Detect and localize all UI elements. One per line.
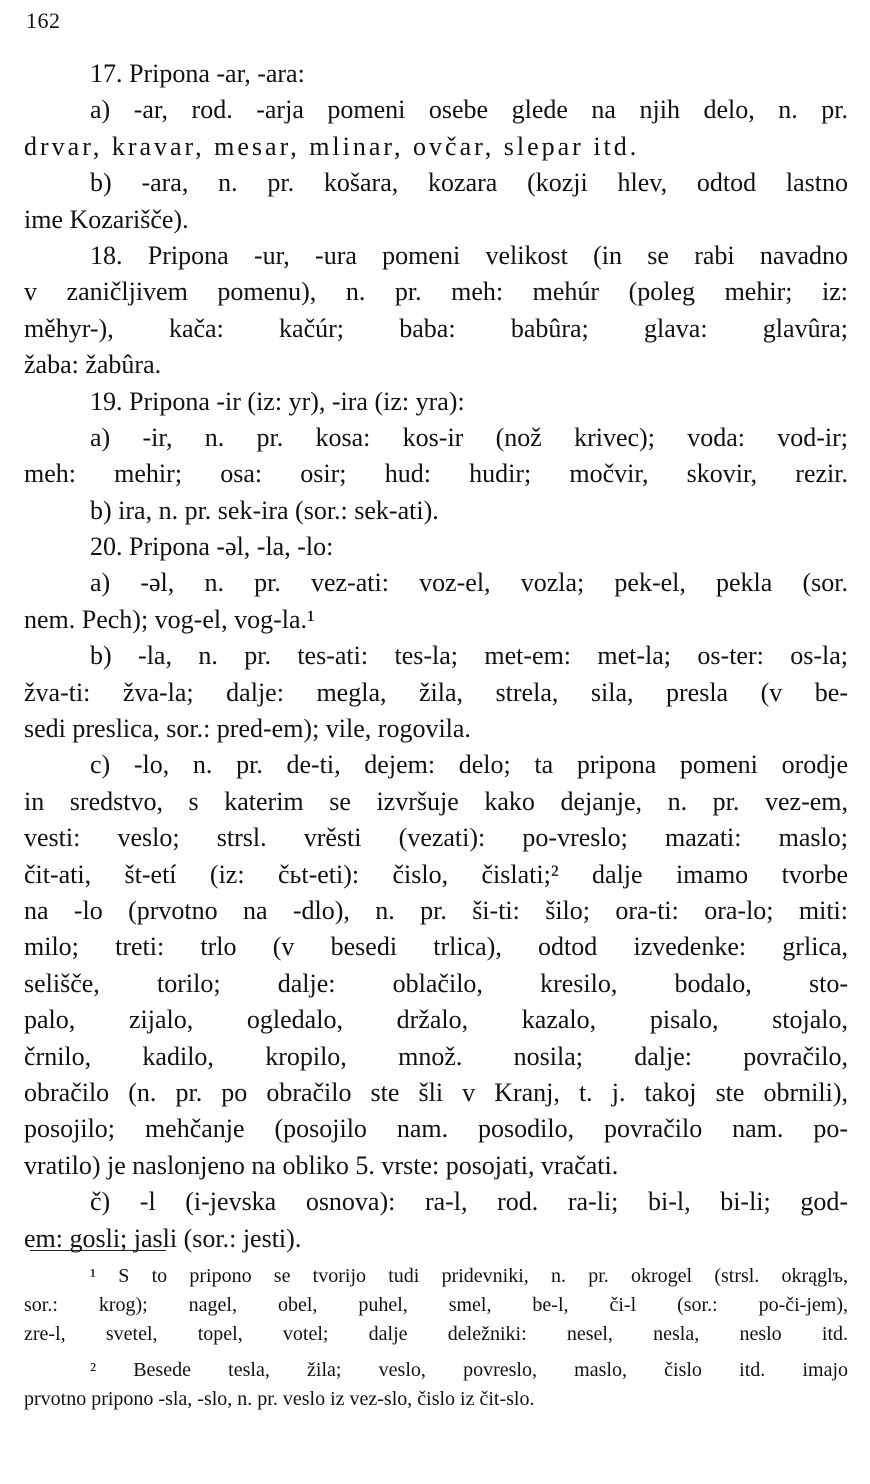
- text-line: č) -l (i-jevska osnova): ra-l, rod. ra-li; bi-l, bi-li; god-: [90, 1187, 848, 1217]
- text-line: palo, zijalo, ogledalo, držalo, kazalo, pisalo, stojalo,: [24, 1005, 848, 1035]
- text-line: selišče, torilo; dalje: oblačilo, kresilo, bodalo, sto-: [24, 968, 848, 998]
- page-number: 162: [26, 8, 61, 33]
- section-heading-20: 20. Pripona -əl, -la, -lo:: [90, 532, 334, 562]
- text-line: b) -la, n. pr. tes-ati: tes-la; met-em: met-la; os-ter: os-la;: [90, 641, 848, 671]
- text-line: měhyr-), kača: kačúr; baba: babûra; glava: glavûra;: [24, 313, 848, 343]
- text-line: sedi preslica, sor.: pred-em); vile, rogovila.: [24, 714, 471, 744]
- text-line: črnilo, kadilo, kropilo, množ. nosila; dalje: povračilo,: [24, 1041, 848, 1071]
- section-heading-19: 19. Pripona -ir (iz: yr), -ira (iz: yra):: [90, 386, 465, 416]
- text-line: a) -əl, n. pr. vez-ati: voz-el, vozla; pek-el, pekla (sor.: [90, 568, 848, 598]
- section-heading-17: 17. Pripona -ar, -ara:: [90, 59, 305, 88]
- text-line: obračilo (n. pr. po obračilo ste šli v Kranj, t. j. takoj ste obrnili),: [24, 1077, 848, 1107]
- text-line: v zaničljivem pomenu), n. pr. meh: mehúr (poleg mehir; iz:: [24, 277, 848, 307]
- text-line: em: gosli; jasli (sor.: jesti).: [24, 1223, 302, 1253]
- text-line: b) -ara, n. pr. košara, kozara (kozji hlev, odtod lastno: [90, 168, 848, 198]
- text-line: ime Kozarišče).: [24, 204, 189, 234]
- text-line: žva-ti: žva-la; dalje: megla, žila, strela, sila, presla (v be-: [24, 677, 848, 707]
- section-heading-18: 18. Pripona -ur, -ura pomeni velikost (in se rabi navadno: [90, 240, 848, 270]
- text-line: nem. Pech); vog-el, vog-la.¹: [24, 604, 315, 634]
- text-line: vesti: veslo; strsl. vrěsti (vezati): po-vreslo; mazati: maslo;: [24, 823, 848, 853]
- footnote-divider: [30, 1250, 166, 1251]
- footnote-1-line: sor.: krog); nagel, obel, puhel, smel, be-l, či-l (sor.: po-či-jem),: [24, 1294, 848, 1316]
- text-line: a) -ar, rod. -arja pomeni osebe glede na njih delo, n. pr.: [90, 95, 848, 125]
- text-line: posojilo; mehčanje (posojilo nam. posodilo, povračilo nam. po-: [24, 1114, 848, 1144]
- text-line: b) ira, n. pr. sek-ira (sor.: sek-ati).: [90, 495, 439, 525]
- main-text: [24, 56, 848, 1257]
- text-line: milo; treti: trlo (v besedi trlica), odtod izvedenke: grlica,: [24, 932, 848, 962]
- text-line: in sredstvo, s katerim se izvršuje kako dejanje, n. pr. vez-em,: [24, 786, 848, 816]
- text-line: žaba: žabûra.: [24, 350, 162, 380]
- text-line: na -lo (prvotno na -dlo), n. pr. ši-ti: šilo; ora-ti: ora-lo; miti:: [24, 895, 848, 925]
- text-line: vratilo) je naslonjeno na obliko 5. vrste: posojati, vračati.: [24, 1150, 619, 1180]
- footnotes: [24, 1262, 848, 1414]
- text-line: čit-ati, št-etí (iz: čьt-eti): čislo, čislati;² dalje imamo tvorbe: [24, 859, 848, 889]
- footnote-1-line: zre-l, svetel, topel, votel; dalje deležniki: nesel, nesla, neslo itd.: [24, 1323, 848, 1345]
- footnote-2-line: ² Besede tesla, žila; veslo, povreslo, maslo, čislo itd. imajo: [90, 1359, 848, 1381]
- text-line: drvar, kravar, mesar, mlinar, ovčar, slepar itd.: [24, 131, 640, 161]
- text-line: c) -lo, n. pr. de-ti, dejem: delo; ta pripona pomeni orodje: [90, 750, 848, 780]
- footnote-2-line: prvotno pripono -sla, -slo, n. pr. veslo iz vez-slo, čislo iz čit-slo.: [24, 1388, 535, 1410]
- text-line: a) -ir, n. pr. kosa: kos-ir (nož krivec); voda: vod-ir;: [90, 422, 848, 452]
- footnote-1-line: ¹ S to pripono se tvorijo tudi pridevniki, n. pr. okrogel (strsl. okrąglъ,: [90, 1265, 848, 1287]
- text-line: meh: mehir; osa: osir; hud: hudir; močvir, skovir, rezir.: [24, 459, 848, 489]
